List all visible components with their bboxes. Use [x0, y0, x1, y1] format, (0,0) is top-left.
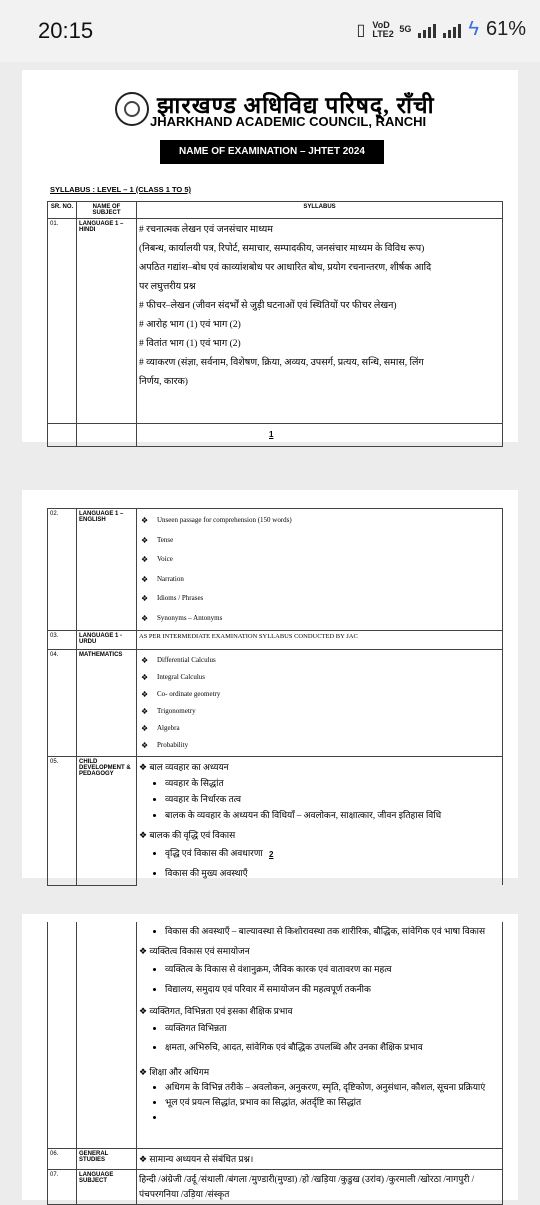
- diamond-bullet-icon: ❖: [141, 707, 149, 716]
- org-title-english: JHARKHAND ACADEMIC COUNCIL, RANCHI: [150, 114, 427, 129]
- row-number: 05.: [48, 757, 77, 886]
- list-item: • अधिगम के विभिन्न तरीके – अवलोकन, अनुकरण, स्मृति, दृष्टिकोण, अनुसंधान, कौशल, सूचना प्रक्रियाएं: [165, 1080, 500, 1095]
- syllabus-content: हिन्दी /अंग्रेजी /उर्दू /संथाली /बंगला /मुण्डारी(मुण्डा) /हो /खड़िया /कुडुख (उरांव) /कुरमाली /खोरठा /नागपुरी /पंचपरगनिया /उड़िया /संस्कृत: [137, 1170, 503, 1205]
- list-item: ❖ Idioms / Phrases: [157, 589, 500, 609]
- list-item: ❖ Voice: [157, 550, 500, 570]
- list-item: • विकास की अवस्थाएँ – बाल्यावस्था से किशोरावस्था तक शारीरिक, बौद्धिक, सांवेगिक एवं भाषा विकास: [165, 924, 500, 939]
- row-number: 01.: [48, 219, 77, 424]
- syllabus-line: अपठित गद्यांश–बोध एवं काव्यांशबोध पर आधारित बोध, प्रयोग रचनान्तरण, शीर्षक आदि: [139, 263, 432, 273]
- document-page-1: [22, 70, 518, 442]
- document-page-3: [22, 914, 518, 1200]
- row-number: 02.: [48, 509, 77, 631]
- syllabus-content: [137, 757, 503, 886]
- table-row: [48, 757, 503, 886]
- list-item: • विकास की मुख्य अवस्थाएँ: [165, 863, 500, 883]
- network-type: 5G: [399, 24, 412, 34]
- subject-name: GENERAL STUDIES: [77, 1149, 137, 1170]
- charging-icon: ϟ: [468, 18, 479, 40]
- list-item: ❖ Co- ordinate geometry: [157, 686, 500, 703]
- clock: 20:15: [38, 18, 94, 43]
- signal-icon: [418, 22, 436, 38]
- syllabus-content: [137, 922, 503, 1149]
- list-item: • वृद्धि एवं विकास की अवधारणा: [165, 843, 500, 863]
- diamond-bullet-icon: ❖: [141, 690, 149, 699]
- diamond-bullet-icon: ❖: [141, 613, 149, 623]
- table-row: [48, 1149, 503, 1170]
- section-heading: ❖ व्यक्तिगत, विभिन्नता एवं इसका शैक्षिक प्रभाव: [139, 1006, 293, 1016]
- syllabus-line: # फीचर–लेखन (जीवन संदर्भों से जुड़ी घटनाओं एवं स्थितियों पर फीचर लेखन): [139, 301, 397, 311]
- syllabus-line: # आरोह भाग (1) एवं भाग (2): [139, 320, 241, 330]
- diamond-bullet-icon: ❖: [139, 762, 150, 772]
- table-row: [48, 631, 503, 650]
- list-item: • व्यक्तित्व के विकास से वंशानुक्रम, जैविक कारक एवं वातावरण का महत्व: [165, 959, 500, 979]
- section-heading: ❖ बाल व्यवहार का अध्ययन: [139, 762, 229, 772]
- list-item: • विद्यालय, समुदाय एवं परिवार में समायोजन की महत्वपूर्ण तकनीक: [165, 979, 500, 999]
- list-item: ❖ Algebra: [157, 720, 500, 737]
- vibrate-icon: ▯: [356, 21, 366, 39]
- table-header-row: [48, 202, 503, 219]
- list-item: [165, 1110, 500, 1125]
- list-item: ❖ Tense: [157, 531, 500, 551]
- council-emblem-icon: [115, 92, 149, 126]
- subject-name: LANGUAGE SUBJECT: [77, 1170, 137, 1205]
- org-title-hindi: झारखण्ड अधिविद्य परिषद्, राँची: [157, 93, 435, 118]
- section-heading: ❖ व्यक्तित्व विकास एवं समायोजन: [139, 946, 250, 956]
- diamond-bullet-icon: ❖: [141, 535, 149, 545]
- list-item: ❖ Probability: [157, 737, 500, 754]
- list-item: ❖ Narration: [157, 570, 500, 590]
- syllabus-content: [137, 509, 503, 631]
- table-row: [48, 219, 503, 424]
- table-row: [48, 509, 503, 631]
- subject-name: MATHEMATICS: [77, 650, 137, 757]
- list-item: • भूल एवं प्रयत्न सिद्धांत, प्रभाव का सिद्धांत, अंतर्दृष्टि का सिद्धांत: [165, 1095, 500, 1110]
- section-heading: ❖ बालक की वृद्धि एवं विकास: [139, 830, 236, 840]
- row-number: 03.: [48, 631, 77, 650]
- list-item: • व्यवहार के निर्धारक तत्व: [165, 791, 500, 807]
- syllabus-line: # वितांत भाग (1) एवं भाग (2): [139, 339, 241, 349]
- diamond-bullet-icon: ❖: [141, 724, 149, 733]
- list-item: • व्यवहार के सिद्धांत: [165, 775, 500, 791]
- diamond-bullet-icon: ❖: [139, 830, 150, 840]
- header-syllabus: SYLLABUS: [137, 202, 503, 219]
- syllabus-table-1: [47, 201, 503, 447]
- page-number: 2: [269, 850, 274, 859]
- diamond-bullet-icon: ❖: [141, 574, 149, 584]
- list-item: • व्यक्तिगत विभिन्नता: [165, 1019, 500, 1038]
- syllabus-table-3: [47, 922, 503, 1205]
- syllabus-table-2: [47, 508, 503, 886]
- diamond-bullet-icon: ❖: [141, 555, 149, 564]
- signal-2-icon: [443, 22, 461, 38]
- row-number: 07.: [48, 1170, 77, 1205]
- syllabus-line: निर्णय, कारक): [139, 377, 188, 387]
- list-item: ❖ Unseen passage for comprehension (150 words): [157, 511, 500, 531]
- list-item: • क्षमता, अभिरुचि, आदत, सांवेगिक एवं बौद्धिक उपलब्धि और उनका शैक्षिक प्रभाव: [165, 1038, 500, 1057]
- row-number: 04.: [48, 650, 77, 757]
- table-row: [48, 650, 503, 757]
- syllabus-line: पर लघुत्तरीय प्रश्न: [139, 282, 196, 292]
- diamond-bullet-icon: ❖: [139, 1067, 150, 1077]
- subject-name: LANGUAGE 1 – ENGLISH: [77, 509, 137, 631]
- diamond-bullet-icon: ❖: [141, 656, 149, 665]
- status-bar: [0, 0, 540, 62]
- network-label: VoD LTE2: [372, 19, 394, 39]
- subject-name: LANGUAGE 1 - URDU: [77, 631, 137, 650]
- status-icons: [357, 18, 526, 41]
- diamond-bullet-icon: ❖: [139, 946, 150, 956]
- battery-level: 61%: [485, 18, 526, 40]
- diamond-bullet-icon: ❖: [139, 1154, 150, 1164]
- diamond-bullet-icon: ❖: [141, 594, 149, 603]
- list-item: • बालक के व्यवहार के अध्ययन की विधियाँ – अवलोकन, साक्षात्कार, जीवन इतिहास विधि: [165, 807, 500, 823]
- list-item: ❖ Synonyms – Antonyms: [157, 609, 500, 629]
- diamond-bullet-icon: ❖: [141, 673, 149, 682]
- subject-name: CHILD DEVELOPMENT & PEDAGOGY: [77, 757, 137, 886]
- table-row: [48, 1170, 503, 1205]
- exam-banner: NAME OF EXAMINATION – JHTET 2024: [160, 140, 384, 164]
- syllabus-content: [137, 650, 503, 757]
- header-subject: NAME OF SUBJECT: [77, 202, 137, 219]
- syllabus-line: (निबन्ध, कार्यालयी पत्र, रिपोर्ट, समाचार, सम्पादकीय, जनसंचार माध्यम के विविध रूप): [139, 244, 425, 254]
- table-row: [48, 922, 503, 1149]
- syllabus-line: # रचनात्मक लेखन एवं जनसंचार माध्यम: [139, 225, 273, 235]
- subject-name: LANGUAGE 1 – HINDI: [77, 219, 137, 424]
- diamond-bullet-icon: ❖: [141, 516, 149, 525]
- syllabus-content: AS PER INTERMEDIATE EXAMINATION SYLLABUS CONDUCTED BY JAC: [137, 631, 503, 650]
- header-sr: SR. NO.: [48, 202, 77, 219]
- syllabus-heading: SYLLABUS : LEVEL – 1 (CLASS 1 TO 5): [50, 185, 191, 194]
- row-number: 06.: [48, 1149, 77, 1170]
- syllabus-line: # व्याकरण (संज्ञा, सर्वनाम, विशेषण, क्रिया, अव्यय, उपसर्ग, प्रत्यय, सन्धि, समास, लिंग: [139, 358, 424, 368]
- list-item: ❖ Differential Calculus: [157, 652, 500, 669]
- page-number: 1: [269, 430, 274, 439]
- section-heading: ❖ शिक्षा और अधिगम: [139, 1067, 210, 1077]
- list-item: ❖ Trigonometry: [157, 703, 500, 720]
- diamond-bullet-icon: ❖: [141, 741, 149, 750]
- list-item: ❖ Integral Calculus: [157, 669, 500, 686]
- syllabus-content: ❖ सामान्य अध्ययन से संबंधित प्रश्न।: [137, 1149, 503, 1170]
- diamond-bullet-icon: ❖: [139, 1006, 150, 1016]
- document-page-2: [22, 490, 518, 878]
- syllabus-content: [137, 219, 503, 424]
